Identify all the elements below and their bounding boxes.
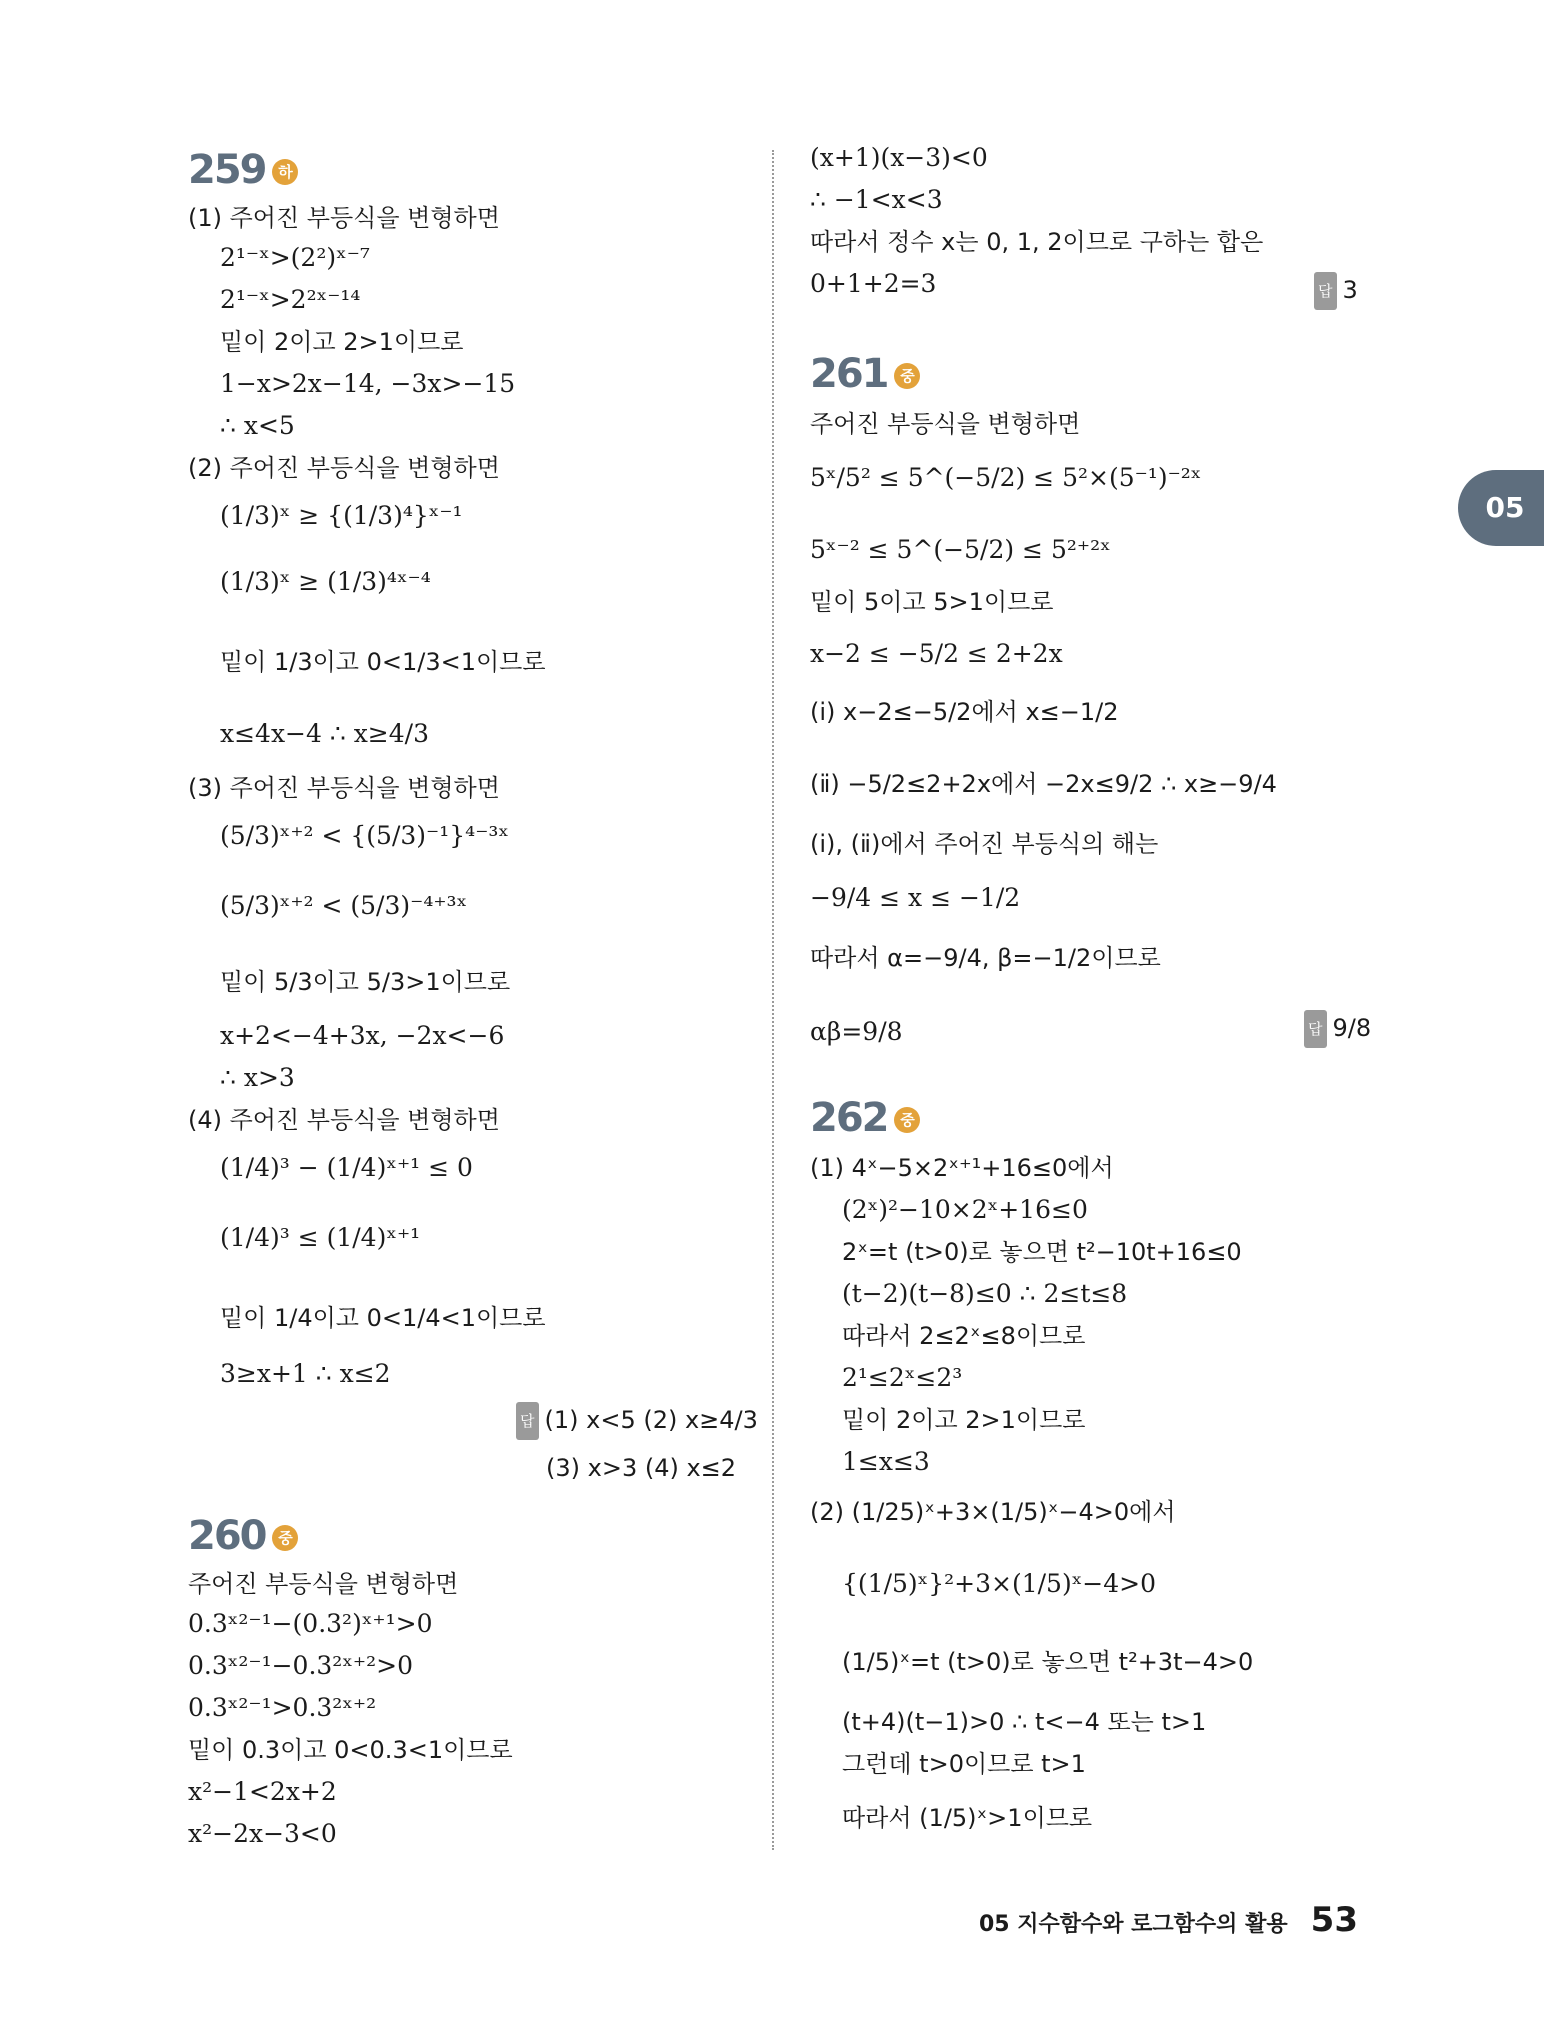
problem-260-line: (x+1)(x−3)<0: [810, 143, 988, 172]
answer-259-line1: 답 (1) x<5 (2) x≥4/3: [516, 1402, 758, 1440]
difficulty-badge: 중: [894, 363, 920, 389]
problem-261-line: αβ=9/8: [810, 1017, 903, 1046]
problem-262-line: 밑이 2이고 2>1이므로: [842, 1406, 1086, 1434]
problem-259-line: (3) 주어진 부등식을 변형하면: [188, 774, 500, 802]
answer-260: 답 3: [1314, 272, 1358, 310]
problem-260-line: 밑이 0.3이고 0<0.3<1이므로: [188, 1736, 513, 1764]
answer-mark: 답: [1314, 272, 1337, 310]
problem-259-line: ∴ x<5: [220, 411, 295, 440]
problem-261-line: (ⅰ) x−2≤−5/2에서 x≤−1/2: [810, 698, 1119, 726]
problem-260-line: x²−2x−3<0: [188, 1819, 337, 1848]
problem-262-line: 따라서 2≤2ˣ≤8이므로: [842, 1322, 1086, 1350]
problem-259-line: 1−x>2x−14, −3x>−15: [220, 369, 516, 398]
problem-260-line: 0.3ˣ²⁻¹−0.3²ˣ⁺²>0: [188, 1651, 413, 1680]
column-divider: [772, 150, 774, 1850]
answer-mark: 답: [1304, 1010, 1327, 1048]
problem-261-line: 주어진 부등식을 변형하면: [810, 410, 1081, 438]
problem-259-line: 2¹⁻ˣ>(2²)ˣ⁻⁷: [220, 243, 370, 272]
problem-262-line: 2ˣ=t (t>0)로 놓으면 t²−10t+16≤0: [842, 1238, 1242, 1266]
chapter-side-tab: 05: [1458, 470, 1544, 546]
problem-259-line: x+2<−4+3x, −2x<−6: [220, 1021, 505, 1050]
problem-260-line: x²−1<2x+2: [188, 1777, 337, 1806]
difficulty-badge: 중: [272, 1525, 298, 1551]
problem-261-line: 밑이 5이고 5>1이므로: [810, 588, 1054, 616]
problem-259-line: (1/4)³ ≤ (1/4)ˣ⁺¹: [220, 1223, 421, 1252]
problem-260-line: 0.3ˣ²⁻¹>0.3²ˣ⁺²: [188, 1693, 377, 1722]
problem-262-line: {(1/5)ˣ}²+3×(1/5)ˣ−4>0: [842, 1569, 1157, 1598]
problem-261-line: (ⅱ) −5/2≤2+2x에서 −2x≤9/2 ∴ x≥−9/4: [810, 770, 1277, 798]
problem-262-line: (1) 4ˣ−5×2ˣ⁺¹+16≤0에서: [810, 1154, 1114, 1182]
problem-number-261: 261 중: [810, 352, 920, 396]
problem-260-line: 0.3ˣ²⁻¹−(0.3²)ˣ⁺¹>0: [188, 1609, 433, 1638]
problem-259-line: x≤4x−4 ∴ x≥4/3: [220, 719, 429, 748]
problem-259-line: (2) 주어진 부등식을 변형하면: [188, 454, 500, 482]
answer-261: 답 9/8: [1304, 1010, 1371, 1048]
problem-259-line: (4) 주어진 부등식을 변형하면: [188, 1106, 500, 1134]
problem-number-262: 262 중: [810, 1096, 920, 1140]
problem-261-line: 5ˣ⁻² ≤ 5^(−5/2) ≤ 5²⁺²ˣ: [810, 535, 1111, 564]
problem-number-260: 260 중: [188, 1514, 298, 1558]
problem-259-line: 3≥x+1 ∴ x≤2: [220, 1359, 391, 1388]
problem-259-line: 밑이 5/3이고 5/3>1이므로: [220, 968, 511, 996]
difficulty-badge: 하: [272, 159, 298, 185]
problem-259-line: (1/4)³ − (1/4)ˣ⁺¹ ≤ 0: [220, 1153, 473, 1182]
problem-259-line: (1) 주어진 부등식을 변형하면: [188, 204, 500, 232]
problem-261-line: x−2 ≤ −5/2 ≤ 2+2x: [810, 639, 1063, 668]
problem-262-line: (1/5)ˣ=t (t>0)로 놓으면 t²+3t−4>0: [842, 1648, 1254, 1676]
problem-259-line: 밑이 1/3이고 0<1/3<1이므로: [220, 648, 546, 676]
problem-261-line: 따라서 α=−9/4, β=−1/2이므로: [810, 944, 1161, 972]
problem-260-line: 주어진 부등식을 변형하면: [188, 1570, 459, 1598]
problem-261-line: 5ˣ/5² ≤ 5^(−5/2) ≤ 5²×(5⁻¹)⁻²ˣ: [810, 463, 1202, 492]
problem-259-line: 밑이 2이고 2>1이므로: [220, 328, 464, 356]
problem-259-line: 밑이 1/4이고 0<1/4<1이므로: [220, 1304, 546, 1332]
page-footer: [979, 1900, 1358, 1940]
problem-259-line: (5/3)ˣ⁺² < (5/3)⁻⁴⁺³ˣ: [220, 891, 468, 920]
problem-262-line: (2) (1/25)ˣ+3×(1/5)ˣ−4>0에서: [810, 1498, 1176, 1526]
problem-261-line: −9/4 ≤ x ≤ −1/2: [810, 883, 1021, 912]
problem-259-line: ∴ x>3: [220, 1063, 295, 1092]
problem-262-line: 그런데 t>0이므로 t>1: [842, 1750, 1086, 1778]
problem-259-line: (5/3)ˣ⁺² < {(5/3)⁻¹}⁴⁻³ˣ: [220, 821, 510, 850]
problem-259-line: 2¹⁻ˣ>2²ˣ⁻¹⁴: [220, 285, 361, 314]
chapter-title: 05 지수함수와 로그함수의 활용: [978, 1912, 1288, 1937]
problem-262-line: (t−2)(t−8)≤0 ∴ 2≤t≤8: [842, 1279, 1128, 1308]
problem-260-line: 0+1+2=3: [810, 269, 937, 298]
difficulty-badge: 중: [894, 1107, 920, 1133]
problem-259-line: (1/3)ˣ ≥ (1/3)⁴ˣ⁻⁴: [220, 567, 431, 596]
problem-261-line: (ⅰ), (ⅱ)에서 주어진 부등식의 해는: [810, 830, 1159, 858]
problem-262-line: 따라서 (1/5)ˣ>1이므로: [842, 1804, 1093, 1832]
problem-260-line: ∴ −1<x<3: [810, 185, 943, 214]
problem-262-line: 1≤x≤3: [842, 1447, 930, 1476]
problem-262-line: (t+4)(t−1)>0 ∴ t<−4 또는 t>1: [842, 1708, 1207, 1736]
problem-262-line: 2¹≤2ˣ≤2³: [842, 1363, 963, 1392]
problem-259-line: (1/3)ˣ ≥ {(1/3)⁴}ˣ⁻¹: [220, 501, 463, 530]
page-number: 53: [1310, 1900, 1358, 1940]
problem-number-259: 259 하: [188, 148, 298, 192]
problem-260-line: 따라서 정수 x는 0, 1, 2이므로 구하는 합은: [810, 228, 1264, 256]
answer-259-line2: (3) x>3 (4) x≤2: [546, 1454, 737, 1482]
answer-mark: 답: [516, 1402, 539, 1440]
problem-262-line: (2ˣ)²−10×2ˣ+16≤0: [842, 1195, 1088, 1224]
